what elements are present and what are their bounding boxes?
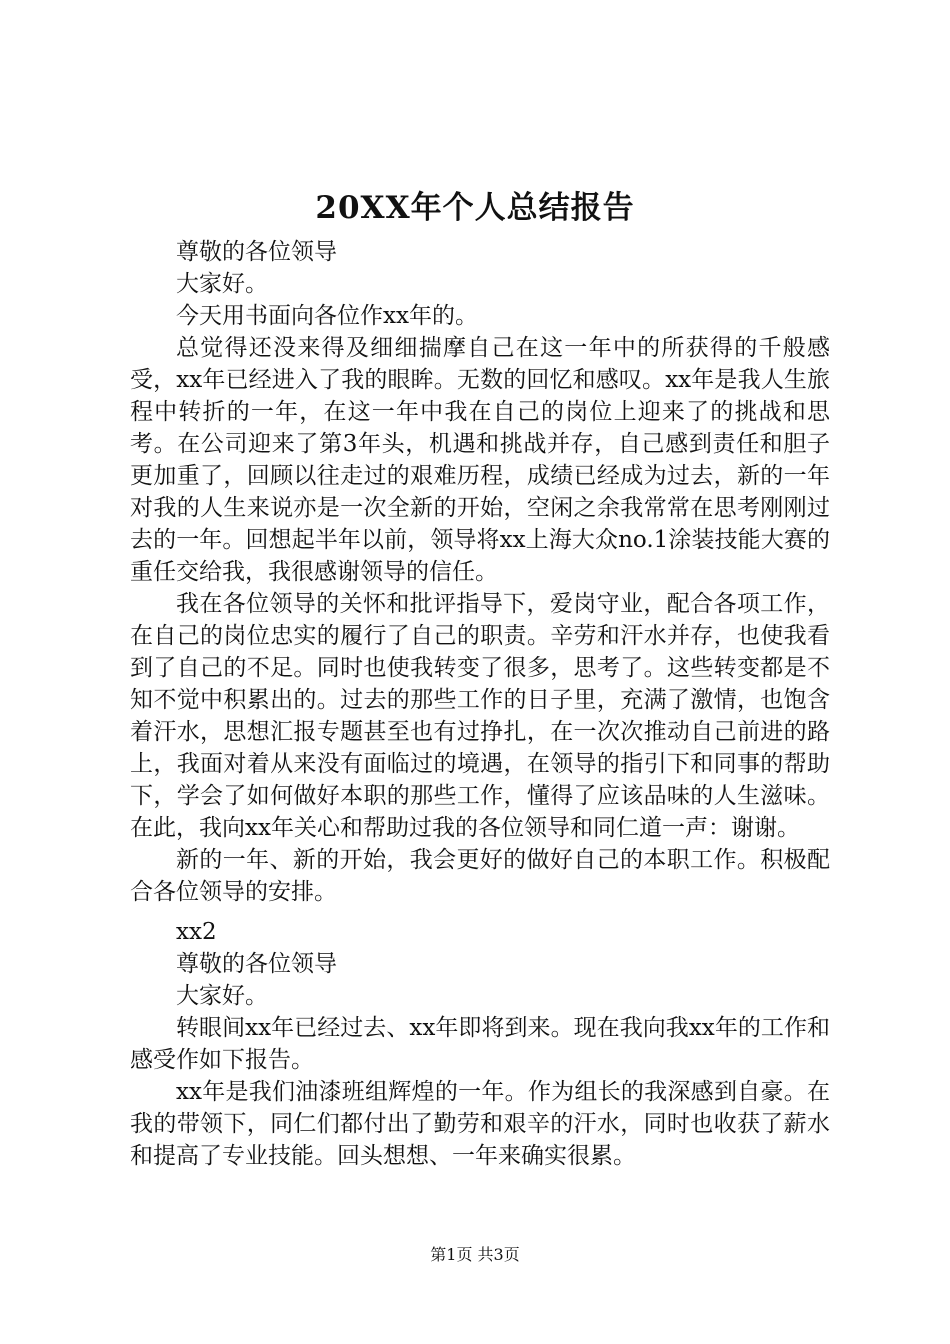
section-marker: xx2 [176, 919, 217, 945]
greeting: 大家好。 [176, 983, 268, 1009]
body-paragraph: 总觉得还没来得及细细揣摩自己在这一年中的所获得的千般感受，xx年已经进入了我的眼眸。无数的回忆和感叹。xx年是我人生旅程中转折的一年，在这一年中我在自己的岗位上迎来了的挑战和思考。在公司迎来了第3年头，机遇和挑战并存，自己感到责任和胆子更加重了，回顾以往走过的艰难历程，成绩已经成为过去，新的一年对我的人生来说亦是一次全新的开始，空闲之余我常常在思考刚刚过去的一年。回想起半年以前，领导将xx上海大众no.1涂装技能大赛的重任交给我，我很感谢领导的信任。 [130, 335, 830, 585]
body-paragraph: 我在各位领导的关怀和批评指导下，爱岗守业，配合各项工作，在自己的岗位忠实的履行了自己的职责。辛劳和汗水并存，也使我看到了自己的不足。同时也使我转变了很多，思考了。这些转变都是不知不觉中积累出的。过去的那些工作的日子里，充满了激情，也饱含着汗水，思想汇报专题甚至也有过挣扎，在一次次推动自己前进的路上，我面对着从来没有面临过的境遇，在领导的指引下和同事的帮助下，学会了如何做好本职的那些工作，懂得了应该品味的人生滋味。在此，我向xx年关心和帮助过我的各位领导和同仁道一声：谢谢。 [130, 591, 830, 841]
page-footer: 第1页 共3页 [430, 1245, 520, 1264]
salutation: 尊敬的各位领导 [176, 239, 337, 265]
body-paragraph: 转眼间xx年已经过去、xx年即将到来。现在我向我xx年的工作和感受作如下报告。 [130, 1015, 830, 1073]
body-paragraph: 新的一年、新的开始，我会更好的做好自己的本职工作。积极配合各位领导的安排。 [130, 847, 830, 905]
document-title: 20XX年个人总结报告 [315, 190, 635, 226]
intro-paragraph: 今天用书面向各位作xx年的。 [176, 303, 478, 329]
greeting: 大家好。 [176, 271, 268, 297]
body-paragraph: xx年是我们油漆班组辉煌的一年。作为组长的我深感到自豪。在我的带领下，同仁们都付出了勤劳和艰辛的汗水，同时也收获了薪水和提高了专业技能。回头想想、一年来确实很累。 [130, 1079, 830, 1169]
salutation: 尊敬的各位领导 [176, 951, 337, 977]
document-body [130, 236, 830, 1172]
